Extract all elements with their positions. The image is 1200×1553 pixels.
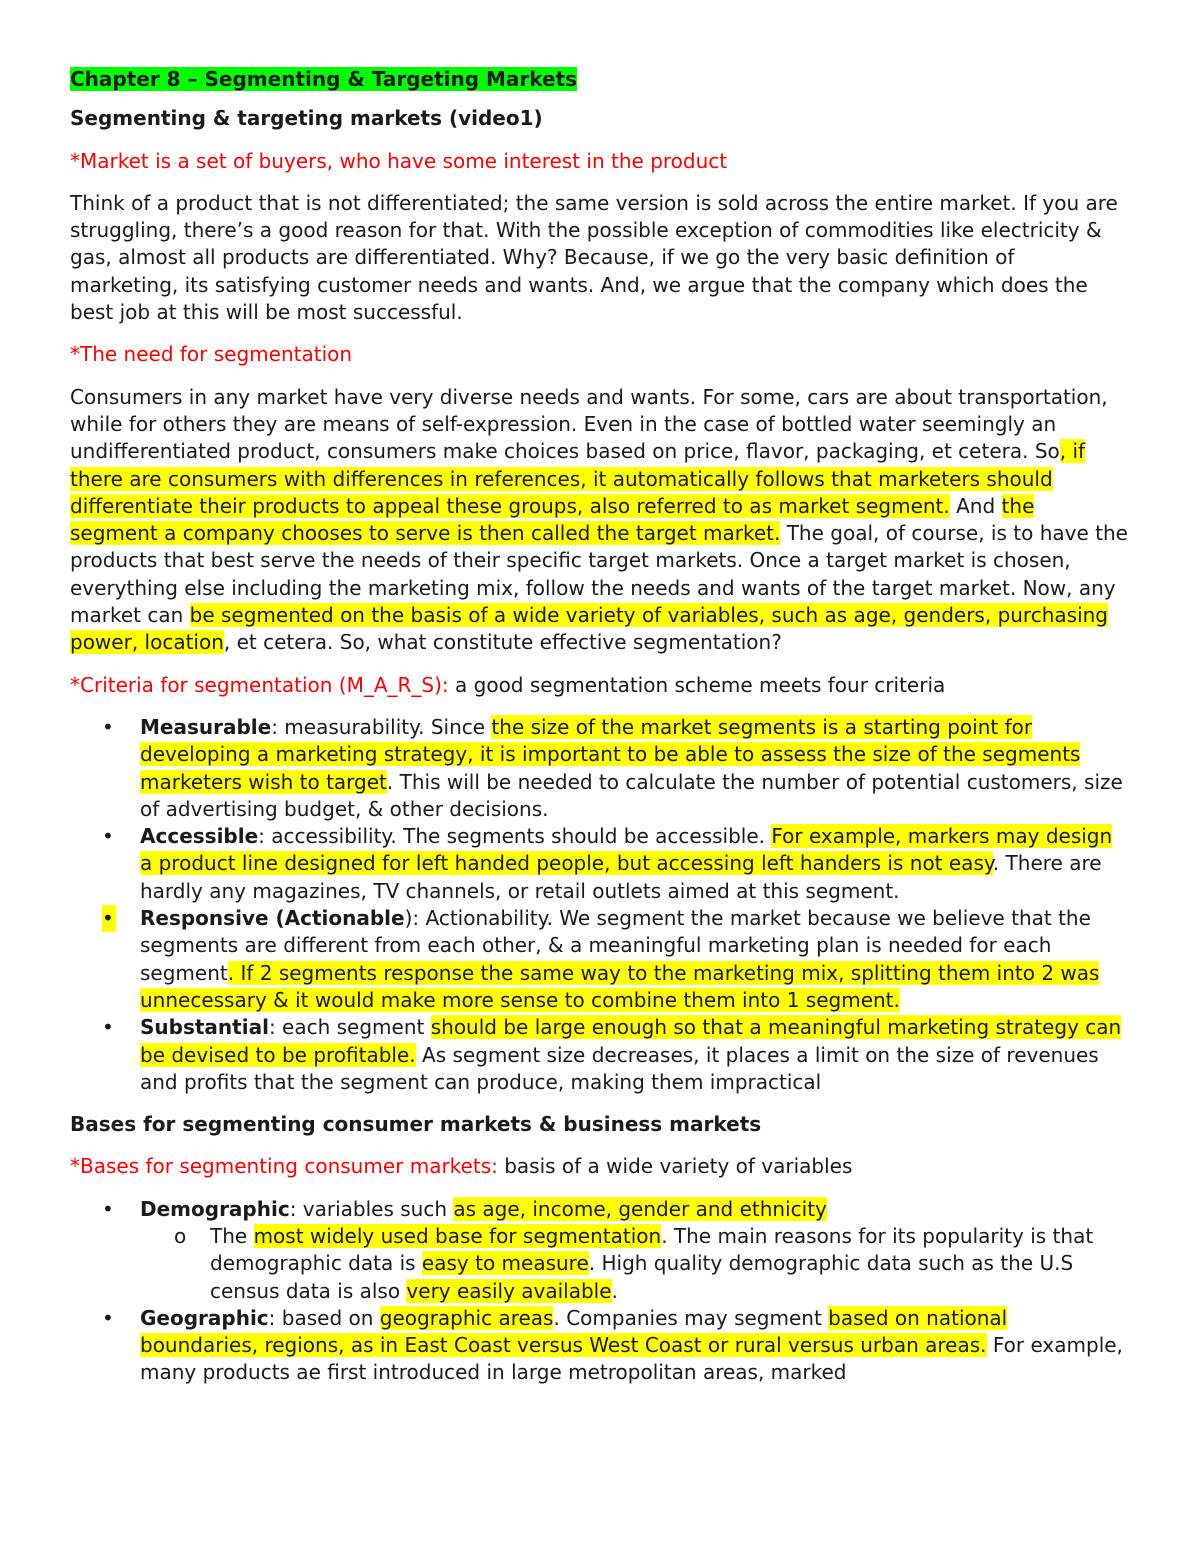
paragraph-differentiation: Think of a product that is not differentiated; the same version is sold across the entire market. If you are struggling, there’s a good reason for that. With the possible exception of commodities like electricity & gas, almost all products are differentiated. Why? Because, if we go the very basic definition of marketing, its satisfying customer needs and wants. And, we argue that the company which does the best job at this will be most successful.	[70, 190, 1118, 325]
section-heading-bases: Bases for segmenting consumer markets & business markets	[70, 1112, 762, 1137]
bullet-icon: •	[102, 1015, 114, 1040]
criteria-list	[70, 714, 1128, 1096]
need-for-segmentation-heading: *The need for segmentation	[70, 342, 353, 367]
criteria-intro: *Criteria for segmentation (M_A_R_S): a good segmentation scheme meets four criteria	[70, 672, 946, 697]
sub-bullet-icon: o	[174, 1223, 187, 1248]
list-item-substantial: • Substantial: each segment should be large enough so that a meaningful marketing strategy can be devised to be profitable. As segment size decreases, it places a limit on the size of revenues and profits that the segment can produce, making them impractical	[102, 1015, 1122, 1094]
bullet-icon: •	[102, 824, 114, 849]
market-definition: *Market is a set of buyers, who have some interest in the product	[70, 148, 728, 173]
list-item-measurable: • Measurable: measurability. Since the size of the market segments is a starting point for developing a marketing strategy, it is important to be able to assess the size of the segments marketers wish to target. This will be needed to calculate the number of potential customers, size of advertising budget, & other decisions.	[102, 714, 1123, 821]
chapter-title: Chapter 8 – Segmenting & Targeting Markets	[70, 67, 578, 91]
sub-list-item: o The most widely used base for segmentation. The main reasons for its popularity is that demographic data is easy to measure. High quality demographic data such as the U.S census data is also very easily available.	[174, 1223, 1094, 1303]
list-item-responsive: • Responsive (Actionable): Actionability. We segment the market because we believe that the segments are different from each other, & a meaningful marketing plan is needed for each segment. If 2 segments response the same way to the marketing mix, splitting them into 2 was unnecessary & it would make more sense to combine them into 1 segment.	[102, 906, 1100, 1012]
paragraph-segmentation: Consumers in any market have very diverse needs and wants. For some, cars are about transportation, while for others they are means of self-expression. Even in the case of bottled water seemingly an undifferentiated product, consumers make choices based on price, flavor, packaging, et cetera. So, if there are consumers with differences in references, it automatically follows that marketers should differentiate their products to appeal these groups, also referred to as market segment. And the segment a company chooses to serve is then called the target market. The goal, of course, is to have the products that best serve the needs of their specific target markets. Once a target market is chosen, everything else including the marketing mix, follow the needs and wants of the target market. Now, any market can be segmented on the basis of a wide variety of variables, such as age, genders, purchasing power, location, et cetera. So, what constitute effective segmentation?	[70, 384, 1128, 655]
bullet-icon: •	[102, 1305, 114, 1330]
bases-intro: *Bases for segmenting consumer markets: basis of a wide variety of variables	[70, 1154, 853, 1179]
bullet-icon: •	[102, 1196, 114, 1221]
demographic-sublist	[140, 1223, 1128, 1305]
section-heading-video1: Segmenting & targeting markets (video1)	[70, 106, 543, 131]
list-item-accessible: • Accessible: accessibility. The segments should be accessible. For example, markers may design a product line designed for left handed people, but accessing left handers is not easy. There are hardly any magazines, TV channels, or retail outlets aimed at this segment.	[102, 824, 1113, 903]
list-item-demographic: • Demographic: variables such as age, income, gender and ethnicity o The most widely used base for segmentation. The main reasons for its popularity is that demographic data is easy to measure. High quality demographic data such as the U.S census data is also very easily available.	[70, 1196, 1128, 1305]
bases-list	[70, 1196, 1128, 1387]
bullet-icon: •	[102, 905, 116, 932]
list-item-geographic: • Geographic: based on geographic areas. Companies may segment based on national boundaries, regions, as in East Coast versus West Coast or rural versus urban areas. For example, many products ae first introduced in large metropolitan areas, marked	[102, 1305, 1123, 1385]
bullet-icon: •	[102, 714, 114, 739]
